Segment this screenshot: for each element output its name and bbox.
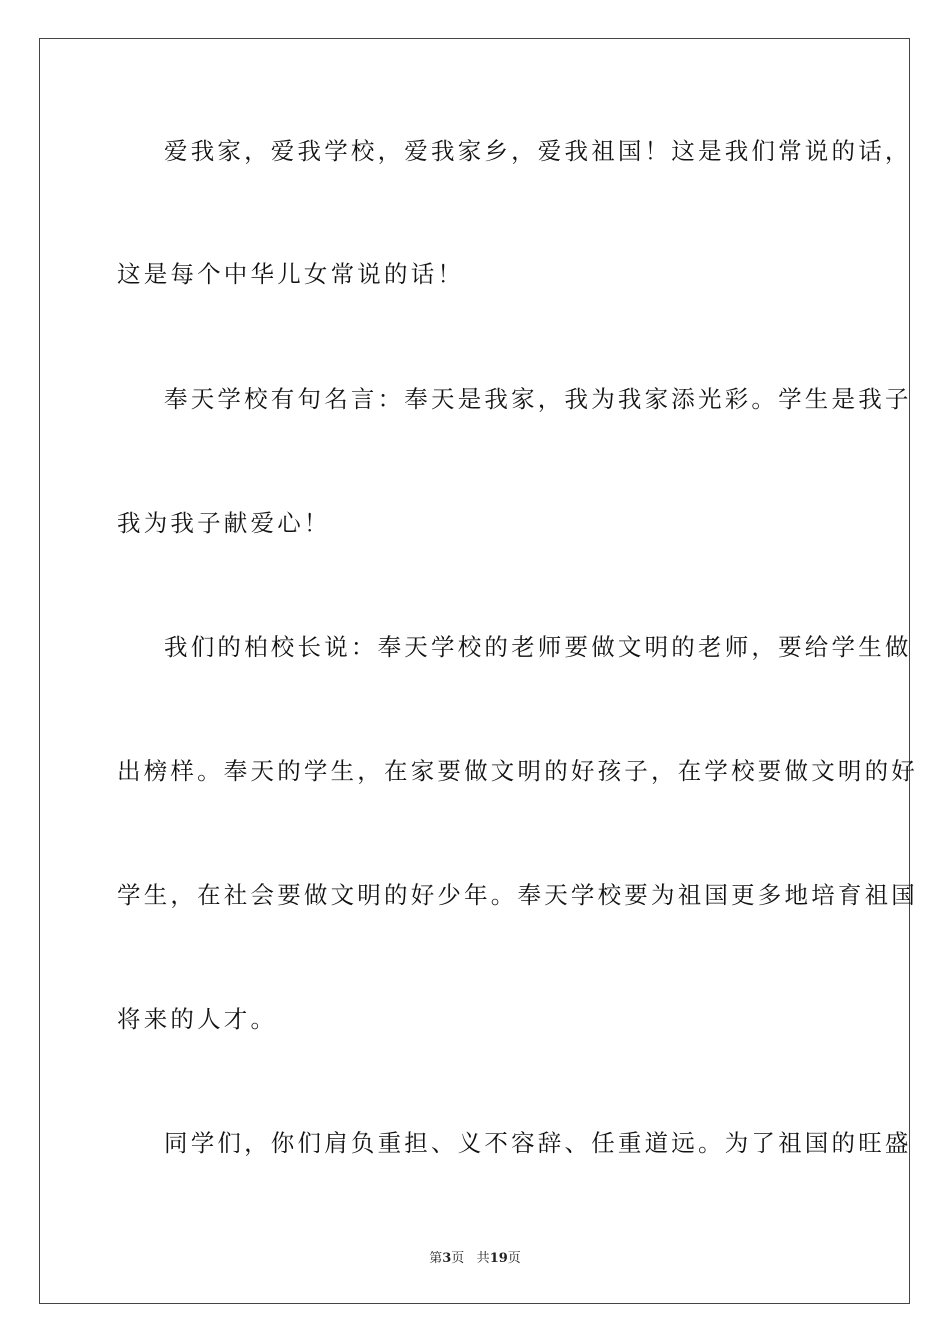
footer-page-suffix: 页 (451, 1251, 465, 1266)
paragraph-3-line-2: 出榜样。奉天的学生，在家要做文明的好孩子，在学校要做文明的好 (117, 757, 918, 785)
paragraph-1-line-2: 这是每个中华儿女常说的话！ (117, 260, 465, 288)
footer-total-pages: 19 (489, 1251, 508, 1266)
footer-total-suffix: 页 (507, 1251, 521, 1266)
footer-total-prefix: 共 (476, 1251, 490, 1266)
paragraph-1-line-1: 爱我家，爱我学校，爱我家乡，爱我祖国！这是我们常说的话， (164, 137, 912, 165)
paragraph-4-line-1: 同学们，你们肩负重担、义不容辞、任重道远。为了祖国的旺盛 (164, 1129, 912, 1157)
footer-page-prefix: 第 (429, 1251, 443, 1266)
paragraph-3-line-4: 将来的人才。 (117, 1005, 278, 1033)
page-border (39, 38, 918, 1304)
footer-page-number: 3 (442, 1251, 452, 1266)
paragraph-2-line-1: 奉天学校有句名言：奉天是我家，我为我家添光彩。学生是我子 (164, 385, 912, 413)
paragraph-3-line-1: 我们的柏校长说：奉天学校的老师要做文明的老师，要给学生做 (164, 633, 912, 661)
page-footer (0, 1247, 950, 1266)
paragraph-3-line-3: 学生，在社会要做文明的好少年。奉天学校要为祖国更多地培育祖国 (117, 881, 918, 909)
paragraph-2-line-2: 我为我子献爱心！ (117, 509, 331, 537)
